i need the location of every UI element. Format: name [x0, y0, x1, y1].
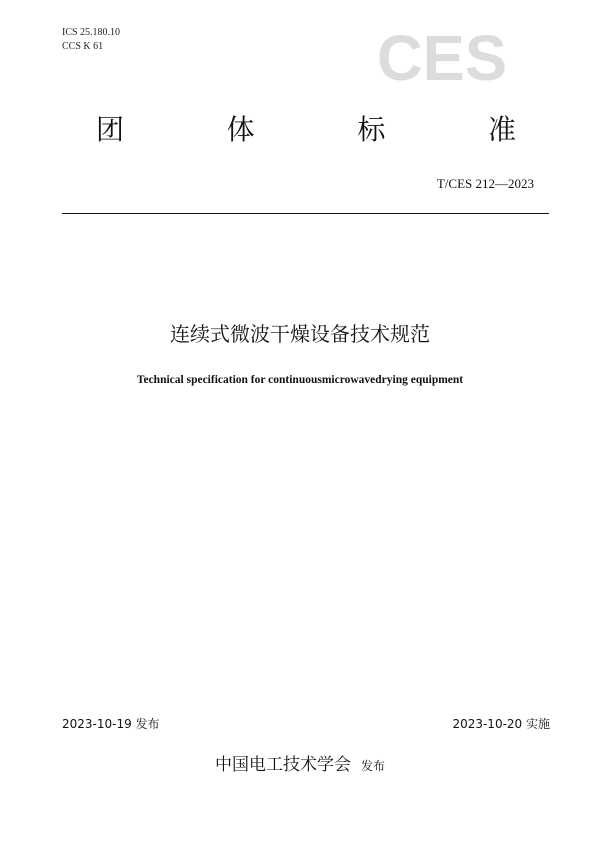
classification-codes [62, 26, 120, 54]
ics-code: ICS 25.180.10 [62, 27, 121, 38]
document-title-cn: 连续式微波干燥设备技术规范 [170, 322, 430, 346]
issuing-organization [0, 750, 600, 775]
standard-type-char: 体 [226, 113, 255, 146]
header-divider [62, 213, 549, 214]
standard-type [96, 108, 516, 148]
ces-logo [375, 24, 510, 86]
standard-type-char: 标 [357, 113, 386, 146]
issuer-suffix: 发布 [360, 759, 385, 773]
standard-number: T/CES 212—2023 [436, 176, 534, 191]
standard-type-char: 准 [487, 113, 516, 146]
standard-type-char: 团 [96, 113, 125, 146]
document-title-en: Technical specification for continuousmicrowavedrying equipment [136, 374, 464, 386]
issuer-name: 中国电工技术学会 [214, 755, 351, 775]
logo-lettering: CES [377, 24, 507, 86]
effective-date: 2023-10-20 实施 [452, 717, 550, 731]
issue-date: 2023-10-19 发布 [62, 717, 160, 731]
ccs-code: CCS K 61 [62, 41, 104, 52]
